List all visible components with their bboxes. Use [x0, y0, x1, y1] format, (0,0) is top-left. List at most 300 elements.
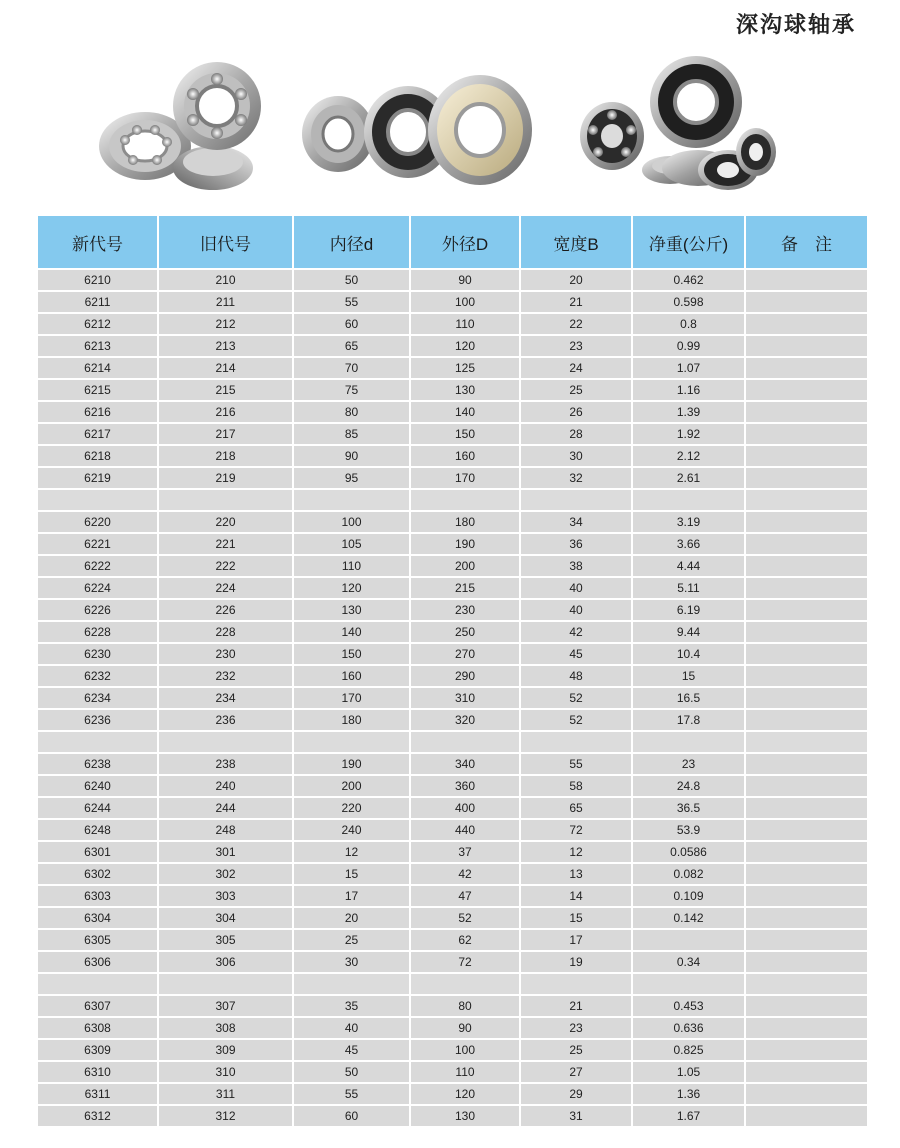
cell-width: 21 [520, 995, 632, 1017]
cell-outer-diameter: 250 [410, 621, 520, 643]
table-row [38, 885, 867, 907]
cell-outer-diameter: 400 [410, 797, 520, 819]
cell-old-code [158, 489, 293, 511]
cell-new-code: 6217 [38, 423, 158, 445]
cell-new-code: 6211 [38, 291, 158, 313]
cell-old-code: 222 [158, 555, 293, 577]
column-header-outer-diameter: 外径D [410, 216, 520, 269]
cell-inner-diameter: 240 [293, 819, 410, 841]
cell-net-weight: 1.39 [632, 401, 745, 423]
cell-width: 34 [520, 511, 632, 533]
cell-inner-diameter [293, 973, 410, 995]
cell-old-code: 311 [158, 1083, 293, 1105]
cell-remarks [745, 357, 867, 379]
cell-width: 42 [520, 621, 632, 643]
table-row [38, 269, 867, 291]
cell-inner-diameter: 60 [293, 313, 410, 335]
column-header-new-code: 新代号 [38, 216, 158, 269]
cell-outer-diameter: 90 [410, 1017, 520, 1039]
cell-outer-diameter: 120 [410, 1083, 520, 1105]
cell-new-code: 6308 [38, 1017, 158, 1039]
cell-net-weight: 9.44 [632, 621, 745, 643]
cell-outer-diameter: 42 [410, 863, 520, 885]
cell-net-weight: 23 [632, 753, 745, 775]
cell-old-code: 312 [158, 1105, 293, 1126]
table-row [38, 357, 867, 379]
table-row [38, 577, 867, 599]
cell-old-code: 248 [158, 819, 293, 841]
cell-remarks [745, 863, 867, 885]
table-row [38, 709, 867, 731]
cell-net-weight: 53.9 [632, 819, 745, 841]
cell-remarks [745, 995, 867, 1017]
cell-remarks [745, 1017, 867, 1039]
cell-new-code: 6221 [38, 533, 158, 555]
cell-net-weight: 3.66 [632, 533, 745, 555]
cell-new-code: 6219 [38, 467, 158, 489]
cell-width [520, 731, 632, 753]
cell-outer-diameter [410, 731, 520, 753]
cell-old-code: 228 [158, 621, 293, 643]
cell-net-weight: 1.05 [632, 1061, 745, 1083]
cell-net-weight: 1.92 [632, 423, 745, 445]
cell-net-weight: 3.19 [632, 511, 745, 533]
cell-old-code: 234 [158, 687, 293, 709]
cell-outer-diameter: 90 [410, 269, 520, 291]
cell-inner-diameter: 75 [293, 379, 410, 401]
cell-new-code: 6212 [38, 313, 158, 335]
cell-inner-diameter: 55 [293, 1083, 410, 1105]
table-body [38, 269, 867, 1126]
cell-outer-diameter: 440 [410, 819, 520, 841]
cell-inner-diameter [293, 489, 410, 511]
cell-remarks [745, 753, 867, 775]
cell-net-weight: 0.462 [632, 269, 745, 291]
cell-old-code: 302 [158, 863, 293, 885]
cell-new-code: 6311 [38, 1083, 158, 1105]
cell-inner-diameter: 30 [293, 951, 410, 973]
cell-remarks [745, 665, 867, 687]
table-row [38, 1061, 867, 1083]
sealed-bearings-photo [578, 52, 778, 192]
cell-net-weight: 15 [632, 665, 745, 687]
cell-new-code: 6210 [38, 269, 158, 291]
cell-width: 40 [520, 577, 632, 599]
cell-new-code: 6306 [38, 951, 158, 973]
cell-outer-diameter [410, 489, 520, 511]
cell-new-code: 6234 [38, 687, 158, 709]
cell-inner-diameter: 130 [293, 599, 410, 621]
cell-width: 36 [520, 533, 632, 555]
cell-old-code: 214 [158, 357, 293, 379]
cell-net-weight: 0.0586 [632, 841, 745, 863]
cell-remarks [745, 687, 867, 709]
table-row [38, 379, 867, 401]
cell-inner-diameter: 110 [293, 555, 410, 577]
cell-width: 58 [520, 775, 632, 797]
cell-width: 38 [520, 555, 632, 577]
table-row [38, 511, 867, 533]
cell-remarks [745, 577, 867, 599]
cell-remarks [745, 467, 867, 489]
cell-inner-diameter: 90 [293, 445, 410, 467]
table-row [38, 621, 867, 643]
cell-outer-diameter: 52 [410, 907, 520, 929]
cell-net-weight: 1.67 [632, 1105, 745, 1126]
table-row [38, 1083, 867, 1105]
table-row [38, 1039, 867, 1061]
table-row [38, 863, 867, 885]
cell-width: 23 [520, 335, 632, 357]
cell-net-weight: 2.61 [632, 467, 745, 489]
cell-old-code: 306 [158, 951, 293, 973]
cell-new-code: 6307 [38, 995, 158, 1017]
cell-width: 52 [520, 709, 632, 731]
cell-old-code: 213 [158, 335, 293, 357]
cell-remarks [745, 533, 867, 555]
table-row [38, 775, 867, 797]
table-row [38, 797, 867, 819]
cell-new-code: 6236 [38, 709, 158, 731]
table-row [38, 401, 867, 423]
cell-old-code: 238 [158, 753, 293, 775]
cell-inner-diameter: 95 [293, 467, 410, 489]
cell-outer-diameter: 270 [410, 643, 520, 665]
cell-inner-diameter: 85 [293, 423, 410, 445]
cell-remarks [745, 401, 867, 423]
table-row [38, 599, 867, 621]
cell-outer-diameter: 290 [410, 665, 520, 687]
cell-remarks [745, 885, 867, 907]
product-photos [0, 40, 900, 200]
cell-width: 40 [520, 599, 632, 621]
cell-outer-diameter: 200 [410, 555, 520, 577]
cell-outer-diameter: 170 [410, 467, 520, 489]
cell-remarks [745, 731, 867, 753]
table-row [38, 423, 867, 445]
cell-inner-diameter: 150 [293, 643, 410, 665]
cell-net-weight: 0.598 [632, 291, 745, 313]
cell-outer-diameter: 180 [410, 511, 520, 533]
cell-old-code: 309 [158, 1039, 293, 1061]
cell-new-code: 6238 [38, 753, 158, 775]
table-row [38, 1017, 867, 1039]
cell-outer-diameter: 340 [410, 753, 520, 775]
cell-inner-diameter: 55 [293, 291, 410, 313]
cell-width [520, 973, 632, 995]
cell-inner-diameter: 20 [293, 907, 410, 929]
table-row [38, 731, 867, 753]
cell-remarks [745, 1061, 867, 1083]
cell-inner-diameter: 200 [293, 775, 410, 797]
cell-old-code: 221 [158, 533, 293, 555]
cell-new-code: 6309 [38, 1039, 158, 1061]
cell-outer-diameter: 190 [410, 533, 520, 555]
cell-new-code: 6214 [38, 357, 158, 379]
cell-inner-diameter: 180 [293, 709, 410, 731]
cell-width: 14 [520, 885, 632, 907]
cell-new-code: 6232 [38, 665, 158, 687]
cell-remarks [745, 973, 867, 995]
cell-old-code: 218 [158, 445, 293, 467]
cell-net-weight: 6.19 [632, 599, 745, 621]
cell-remarks [745, 489, 867, 511]
table-row [38, 489, 867, 511]
cell-width: 24 [520, 357, 632, 379]
table-header-row [38, 216, 867, 269]
cell-new-code: 6310 [38, 1061, 158, 1083]
cell-remarks [745, 1083, 867, 1105]
cell-old-code: 219 [158, 467, 293, 489]
cell-net-weight: 4.44 [632, 555, 745, 577]
cell-new-code: 6240 [38, 775, 158, 797]
table-row [38, 819, 867, 841]
column-header-width: 宽度B [520, 216, 632, 269]
cell-remarks [745, 709, 867, 731]
cell-outer-diameter: 120 [410, 335, 520, 357]
cell-inner-diameter: 220 [293, 797, 410, 819]
table-row [38, 445, 867, 467]
cell-width: 30 [520, 445, 632, 467]
cell-new-code [38, 731, 158, 753]
cell-outer-diameter: 125 [410, 357, 520, 379]
cell-new-code: 6312 [38, 1105, 158, 1126]
cell-old-code: 230 [158, 643, 293, 665]
table-row [38, 951, 867, 973]
cell-new-code: 6302 [38, 863, 158, 885]
cell-width: 22 [520, 313, 632, 335]
cell-width: 45 [520, 643, 632, 665]
cell-outer-diameter: 110 [410, 1061, 520, 1083]
cell-width: 72 [520, 819, 632, 841]
table-row [38, 973, 867, 995]
cell-net-weight: 0.34 [632, 951, 745, 973]
cell-inner-diameter: 65 [293, 335, 410, 357]
cell-old-code: 304 [158, 907, 293, 929]
table-row [38, 841, 867, 863]
table-row [38, 555, 867, 577]
cell-width: 26 [520, 401, 632, 423]
table-row [38, 1105, 867, 1126]
cell-inner-diameter [293, 731, 410, 753]
cell-new-code [38, 973, 158, 995]
cell-net-weight: 24.8 [632, 775, 745, 797]
cell-new-code: 6304 [38, 907, 158, 929]
cell-old-code: 240 [158, 775, 293, 797]
cell-inner-diameter: 70 [293, 357, 410, 379]
cell-inner-diameter: 50 [293, 269, 410, 291]
cell-remarks [745, 1105, 867, 1126]
cell-remarks [745, 775, 867, 797]
cell-old-code: 310 [158, 1061, 293, 1083]
cell-remarks [745, 379, 867, 401]
cell-old-code: 211 [158, 291, 293, 313]
open-bearings-photo [95, 58, 265, 193]
cell-inner-diameter: 105 [293, 533, 410, 555]
cell-net-weight: 0.142 [632, 907, 745, 929]
cell-new-code: 6303 [38, 885, 158, 907]
cell-width: 17 [520, 929, 632, 951]
cell-width: 21 [520, 291, 632, 313]
table-row [38, 335, 867, 357]
cell-old-code: 226 [158, 599, 293, 621]
cell-new-code: 6218 [38, 445, 158, 467]
cell-width: 12 [520, 841, 632, 863]
cell-new-code [38, 489, 158, 511]
table-row [38, 665, 867, 687]
cell-new-code: 6244 [38, 797, 158, 819]
cell-net-weight: 17.8 [632, 709, 745, 731]
table-row [38, 313, 867, 335]
cell-width: 23 [520, 1017, 632, 1039]
cell-net-weight: 1.07 [632, 357, 745, 379]
cell-outer-diameter: 62 [410, 929, 520, 951]
cell-outer-diameter: 130 [410, 379, 520, 401]
cell-new-code: 6301 [38, 841, 158, 863]
cell-net-weight: 16.5 [632, 687, 745, 709]
shielded-bearings-photo [300, 70, 535, 195]
table-row [38, 753, 867, 775]
cell-outer-diameter: 100 [410, 1039, 520, 1061]
table-row [38, 643, 867, 665]
table-row [38, 687, 867, 709]
cell-width: 25 [520, 379, 632, 401]
cell-old-code: 303 [158, 885, 293, 907]
cell-remarks [745, 599, 867, 621]
cell-old-code: 212 [158, 313, 293, 335]
cell-inner-diameter: 140 [293, 621, 410, 643]
cell-width: 55 [520, 753, 632, 775]
cell-width: 20 [520, 269, 632, 291]
cell-remarks [745, 819, 867, 841]
cell-width [520, 489, 632, 511]
cell-remarks [745, 929, 867, 951]
cell-new-code: 6222 [38, 555, 158, 577]
cell-net-weight: 1.16 [632, 379, 745, 401]
cell-new-code: 6213 [38, 335, 158, 357]
cell-old-code: 307 [158, 995, 293, 1017]
cell-remarks [745, 423, 867, 445]
cell-net-weight [632, 489, 745, 511]
cell-width: 52 [520, 687, 632, 709]
cell-old-code: 210 [158, 269, 293, 291]
cell-new-code: 6226 [38, 599, 158, 621]
cell-new-code: 6248 [38, 819, 158, 841]
cell-new-code: 6215 [38, 379, 158, 401]
cell-outer-diameter: 37 [410, 841, 520, 863]
column-header-old-code: 旧代号 [158, 216, 293, 269]
cell-outer-diameter: 150 [410, 423, 520, 445]
cell-remarks [745, 797, 867, 819]
table-row [38, 995, 867, 1017]
cell-old-code: 217 [158, 423, 293, 445]
cell-new-code: 6230 [38, 643, 158, 665]
cell-width: 28 [520, 423, 632, 445]
cell-remarks [745, 313, 867, 335]
cell-width: 48 [520, 665, 632, 687]
cell-net-weight [632, 929, 745, 951]
table-row [38, 467, 867, 489]
cell-outer-diameter: 360 [410, 775, 520, 797]
cell-remarks [745, 643, 867, 665]
cell-outer-diameter: 100 [410, 291, 520, 313]
cell-inner-diameter: 100 [293, 511, 410, 533]
cell-remarks [745, 1039, 867, 1061]
cell-net-weight: 2.12 [632, 445, 745, 467]
cell-net-weight: 10.4 [632, 643, 745, 665]
cell-net-weight: 0.453 [632, 995, 745, 1017]
column-header-remarks: 备 注 [745, 216, 867, 269]
cell-inner-diameter: 45 [293, 1039, 410, 1061]
table-row [38, 929, 867, 951]
cell-remarks [745, 511, 867, 533]
cell-net-weight: 36.5 [632, 797, 745, 819]
cell-width: 31 [520, 1105, 632, 1126]
cell-remarks [745, 269, 867, 291]
cell-outer-diameter: 230 [410, 599, 520, 621]
cell-outer-diameter: 110 [410, 313, 520, 335]
column-header-inner-diameter: 内径d [293, 216, 410, 269]
column-header-net-weight: 净重(公斤) [632, 216, 745, 269]
cell-net-weight: 0.636 [632, 1017, 745, 1039]
cell-inner-diameter: 17 [293, 885, 410, 907]
cell-inner-diameter: 40 [293, 1017, 410, 1039]
cell-inner-diameter: 160 [293, 665, 410, 687]
cell-inner-diameter: 190 [293, 753, 410, 775]
cell-remarks [745, 951, 867, 973]
cell-remarks [745, 335, 867, 357]
cell-net-weight [632, 973, 745, 995]
cell-old-code: 216 [158, 401, 293, 423]
cell-old-code: 301 [158, 841, 293, 863]
cell-width: 65 [520, 797, 632, 819]
cell-width: 27 [520, 1061, 632, 1083]
cell-net-weight: 1.36 [632, 1083, 745, 1105]
cell-outer-diameter: 160 [410, 445, 520, 467]
cell-old-code: 232 [158, 665, 293, 687]
cell-inner-diameter: 15 [293, 863, 410, 885]
cell-new-code: 6216 [38, 401, 158, 423]
cell-new-code: 6228 [38, 621, 158, 643]
cell-net-weight: 0.082 [632, 863, 745, 885]
cell-width: 32 [520, 467, 632, 489]
cell-inner-diameter: 60 [293, 1105, 410, 1126]
cell-old-code: 236 [158, 709, 293, 731]
page-title: 深沟球轴承 [735, 12, 856, 38]
cell-old-code: 220 [158, 511, 293, 533]
cell-new-code: 6220 [38, 511, 158, 533]
cell-width: 29 [520, 1083, 632, 1105]
cell-outer-diameter: 72 [410, 951, 520, 973]
cell-outer-diameter: 310 [410, 687, 520, 709]
cell-old-code [158, 973, 293, 995]
cell-outer-diameter: 80 [410, 995, 520, 1017]
cell-width: 19 [520, 951, 632, 973]
cell-width: 25 [520, 1039, 632, 1061]
cell-outer-diameter: 130 [410, 1105, 520, 1126]
cell-outer-diameter: 47 [410, 885, 520, 907]
table-row [38, 291, 867, 313]
cell-new-code: 6224 [38, 577, 158, 599]
cell-net-weight: 0.8 [632, 313, 745, 335]
cell-inner-diameter: 35 [293, 995, 410, 1017]
cell-remarks [745, 907, 867, 929]
cell-net-weight: 0.109 [632, 885, 745, 907]
cell-remarks [745, 621, 867, 643]
cell-width: 13 [520, 863, 632, 885]
cell-inner-diameter: 80 [293, 401, 410, 423]
cell-old-code [158, 731, 293, 753]
